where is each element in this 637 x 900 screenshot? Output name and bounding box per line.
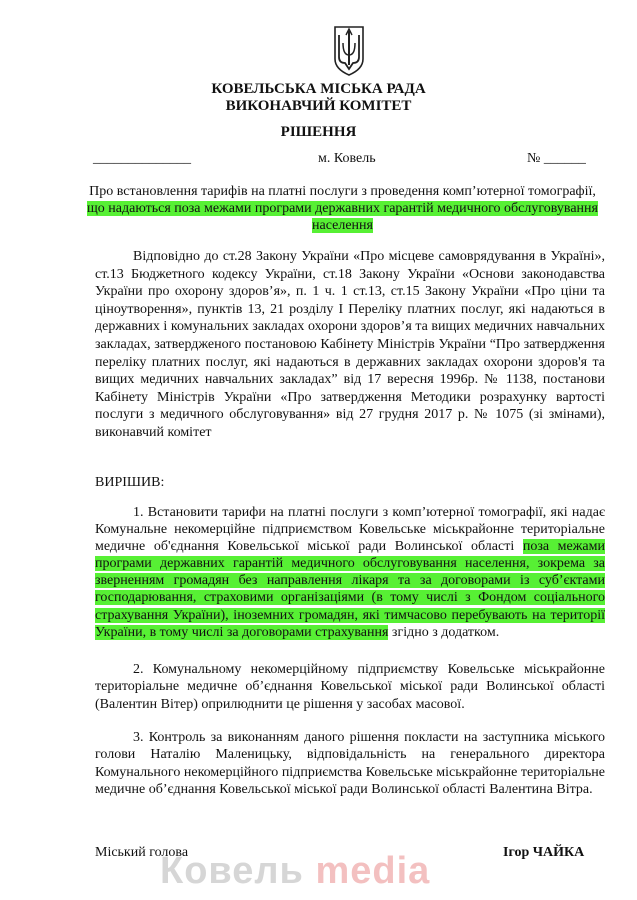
preamble-paragraph: Відповідно до ст.28 Закону України «Про місцеве самоврядування в Україні», ст.13 Бюджетного кодексу України, ст.18 Закону України «Основи законодавства України про охорону здоров’я», п. 1 ч. 1 ст.13, ст.15 Закону України «Про ціни та ціноутворення», пунктів 13, 21 розділу І Переліку платних послуг, які надаються в державних і комунальних закладах охорони здоров’я та вищих медичних навчальних закладах, затвердженого постановою Кабінету Міністрів України “Про затвердження переліку платних послуг, які надаються в державних закладах охорони здоров'я та вищих медичних навчальних закладах” від 17 вересня 1996р. № 1138, постанови Кабінету Міністрів України «Про затвердження Методики розрахунку вартості послуги з медичного обслуговування» від 27 грудня 2017 р. № 1075 (зі змінами), виконавчий комітет [95, 249, 605, 440]
item-1-highlight: поза межами програми державних гарантій медичного обслуговування населення, зокрема за зверненням громадян без направлення лікаря та за договорами із суб’єктами господарювання, страховими організаціями (в тому числі з Фондом соціального страхування України), іноземних громадян, які тимчасово перебувають на території України, в тому числі за договорами страхування [95, 539, 605, 640]
date-blank: ______________ [93, 151, 191, 166]
item-1-text: 1. Встановити тарифи на платні послуги з комп’ютерної томографії, які надає Комунальне некомерційне підприємством Ковельське міськрайонне територіальне медичне об'єднання Ковельської міської ради Волинської області [95, 505, 605, 555]
signature-name: Ігор ЧАЙКА [503, 845, 585, 860]
document-title [80, 183, 605, 234]
committee-name: ВИКОНАВЧИЙ КОМІТЕТ [225, 98, 412, 114]
trident-emblem-icon [331, 25, 367, 77]
item-3-paragraph: 3. Контроль за виконанням даного рішення покласти на заступника міського голови Наталію Маленицьку, відповідальність на генерального директора Комунального некомерційного підприємства Ковельське міськрайонне територіальне медичне об’єднання Ковельської міської ради Волинської області Валентина Вітра. [95, 730, 605, 798]
title-text: Про встановлення тарифів на платні послуги з проведення комп’ютерної томографії, [89, 184, 596, 199]
watermark-word-2: media [315, 850, 431, 892]
watermark [160, 850, 430, 893]
item-1-tail: згідно з додатком. [388, 624, 500, 640]
signature-position: Міський голова [95, 845, 189, 860]
document-number: № ______ [527, 151, 586, 166]
watermark-word-1: Ковель [160, 850, 304, 892]
council-name: КОВЕЛЬСЬКА МІСЬКА РАДА [211, 81, 426, 97]
document-type: РІШЕННЯ [280, 124, 357, 140]
city-name: м. Ковель [318, 151, 376, 166]
title-highlight: що надаються поза межами програми державних гарантій медичного обслуговування населення [87, 201, 598, 233]
item-1-paragraph [95, 504, 605, 641]
decided-heading: ВИРІШИВ: [95, 475, 165, 490]
item-2-paragraph: 2. Комунальному некомерційному підприємству Ковельське міськрайонне територіальне медичне об’єднання Ковельської міської ради Волинської області (Валентин Вітер) оприлюднити це рішення у засобах масової. [95, 662, 605, 712]
